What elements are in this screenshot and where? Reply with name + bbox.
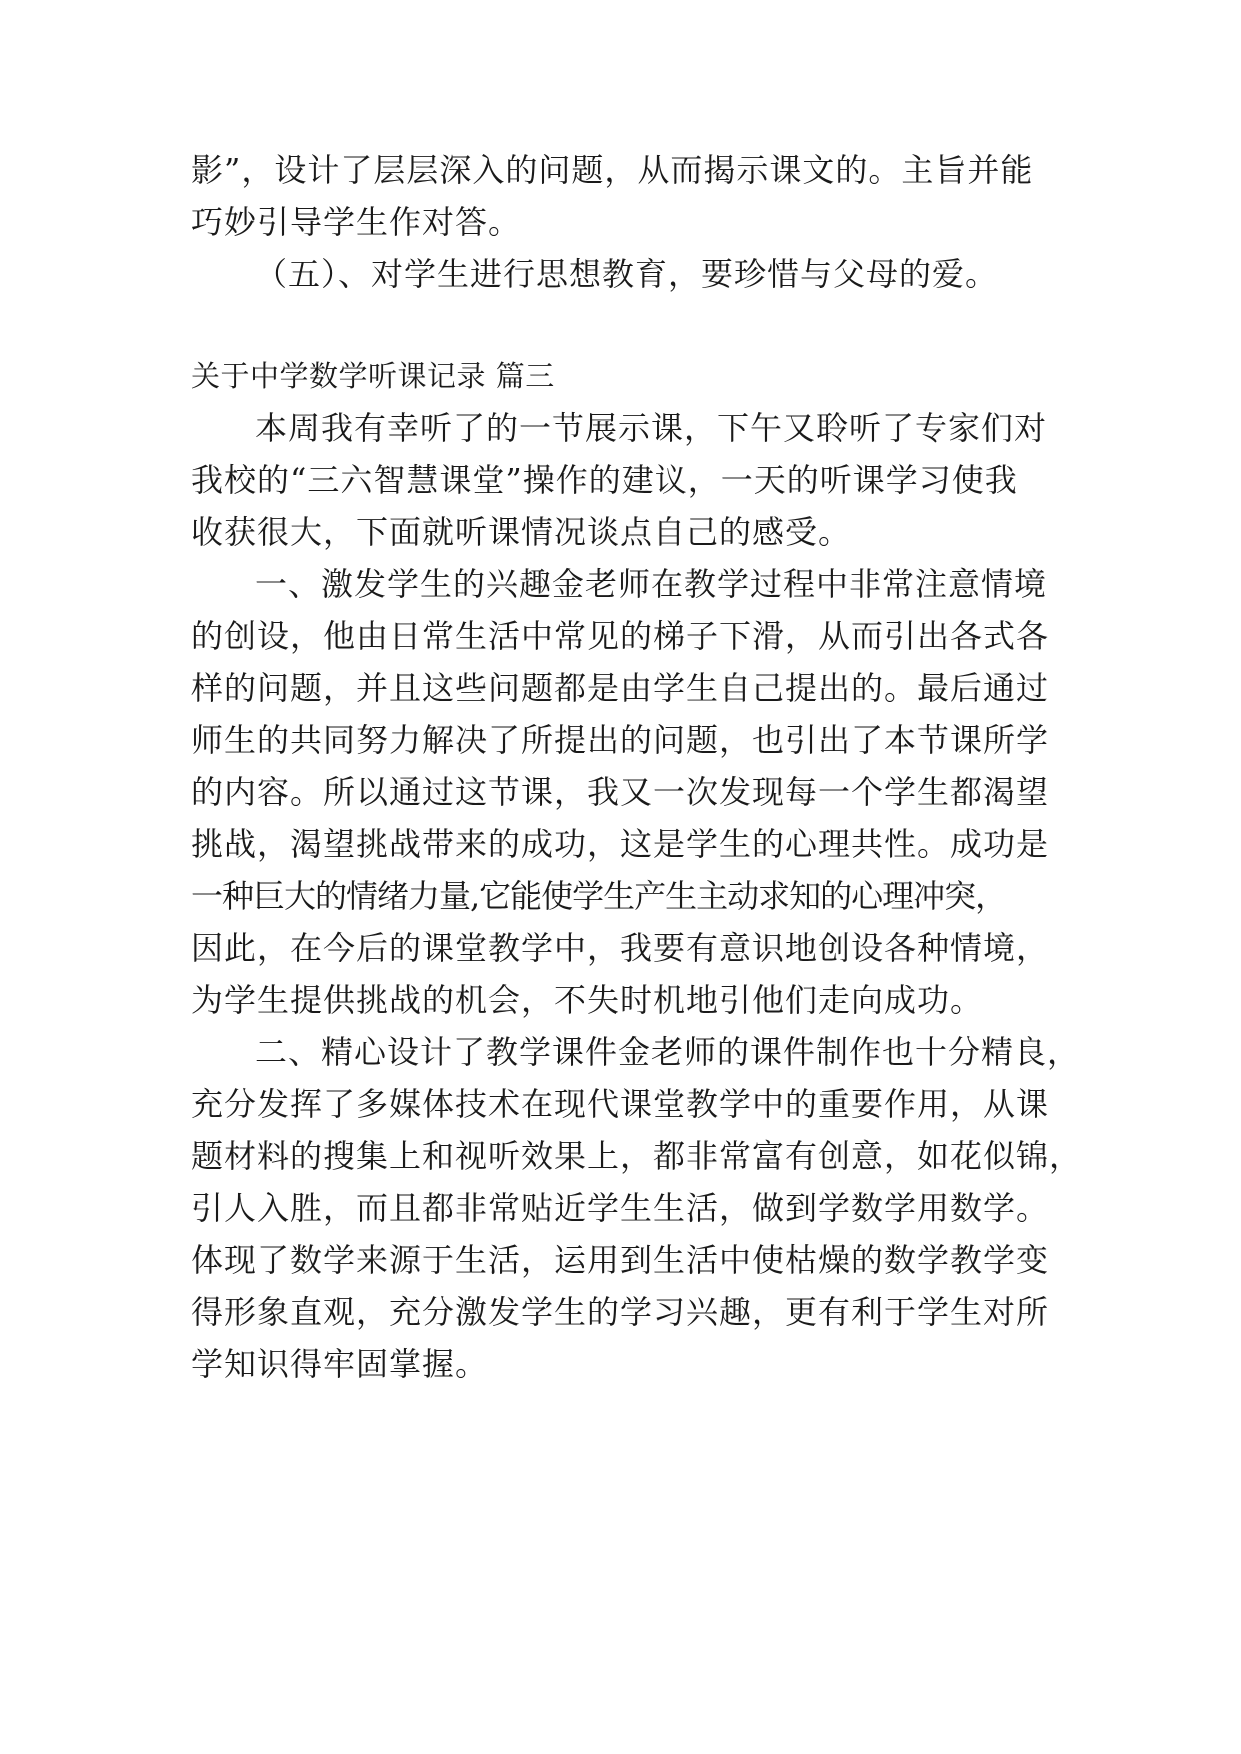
text-line: 体现了数学来源于生活，运用到生活中使枯燥的数学教学变 bbox=[191, 1241, 1050, 1279]
text-line: 的创设，他由日常生活中常见的梯子下滑，从而引出各式各 bbox=[191, 617, 1050, 655]
text-line: 题材料的搜集上和视听效果上，都非常富有创意，如花似锦， bbox=[191, 1137, 1083, 1175]
text-line: 因此，在今后的课堂教学中，我要有意识地创设各种情境， bbox=[191, 929, 1050, 967]
text-line: 的内容。所以通过这节课，我又一次发现每一个学生都渴望 bbox=[191, 773, 1050, 811]
text-line: 一种巨大的情绪力量,它能使学生产生主动求知的心理冲突， bbox=[191, 877, 1007, 915]
text-line: 引人入胜，而且都非常贴近学生生活，做到学数学用数学。 bbox=[191, 1189, 1050, 1227]
text-line: 我校的“三六智慧课堂”操作的建议，一天的听课学习使我 bbox=[191, 461, 1018, 499]
text-line: （五）、对学生进行思想教育，要珍惜与父母的爱。 bbox=[255, 255, 999, 293]
text-line: 挑战，渴望挑战带来的成功，这是学生的心理共性。成功是 bbox=[191, 825, 1050, 863]
text-line: 得形象直观，充分激发学生的学习兴趣，更有利于学生对所 bbox=[191, 1293, 1050, 1331]
text-line: 样的问题，并且这些问题都是由学生自己提出的。最后通过 bbox=[191, 669, 1050, 707]
text-line: 学知识得牢固掌握。 bbox=[191, 1345, 489, 1383]
text-line: 二、精心设计了教学课件金老师的课件制作也十分精良， bbox=[255, 1033, 1081, 1071]
text-line: 收获很大，下面就听课情况谈点自己的感受。 bbox=[191, 513, 852, 551]
text-line: 充分发挥了多媒体技术在现代课堂教学中的重要作用，从课 bbox=[191, 1085, 1050, 1123]
text-line: 一、激发学生的兴趣金老师在教学过程中非常注意情境 bbox=[255, 565, 1048, 603]
text-line: 师生的共同努力解决了所提出的问题，也引出了本节课所学 bbox=[191, 721, 1050, 759]
text-line: 巧妙引导学生作对答。 bbox=[191, 203, 522, 241]
text-line: 为学生提供挑战的机会，不失时机地引他们走向成功。 bbox=[191, 981, 984, 1019]
text-line: 本周我有幸听了的一节展示课，下午又聆听了专家们对 bbox=[255, 409, 1048, 447]
text-line: 影”，设计了层层深入的问题，从而揭示课文的。主旨并能 bbox=[191, 151, 1034, 189]
section-heading: 关于中学数学听课记录 篇三 bbox=[191, 359, 555, 393]
